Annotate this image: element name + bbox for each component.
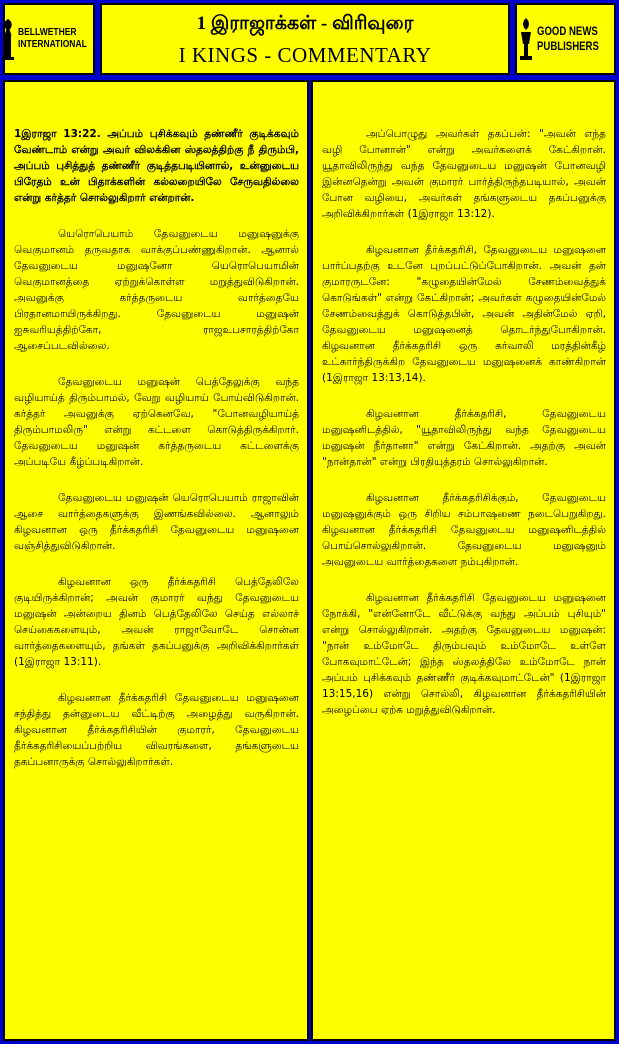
commentary-paragraph: யெரொபெயாம் தேவனுடைய மனுஷனுக்கு வெகுமானம் தருவதாக வாக்குப்பண்ணுகிறான். ஆனால் தேவனுடைய மனுஷனோ யெரொபெயாமின் வெகுமானத்தை ஏற்றுக்கொள்ள மறுத்துவிடுகிறான். அவனுக்கு கர்த்தருடைய வார்த்தையே பிரதானமாயிருக்கிறது. தேவனுடைய மனுஷன் ஐசுவரியத்திற்கோ, ராஜஉபசாரத்திற்கோ ஆசைப்படவில்லை. (14, 228, 299, 352)
commentary-paragraph: கிழவனான தீர்க்கதரிசி தேவனுடைய மனுஷனை நோக்கி, "என்னோடே வீட்டுக்கு வந்து அப்பம் புசியும்" என்று சொல்லுகிறான். அதற்கு தேவனுடைய மனுஷன்: "நான் உம்மோடே திரும்பவும் உம்மோடே உள்ளே போகவுமாட்டேன்; இந்த ஸ்தலத்திலே உம்மோடே நான் அப்பம் புசிக்கவும் தண்ணீர் குடிக்கவுமாட்டேன்" (1இராஜா 13:15,16) என்று சொல்லி, கிழவனான தீர்க்கதரிசியின் அழைப்பை ஏற்க மறுத்துவிடுகிறான். (322, 592, 606, 716)
left-column (3, 80, 309, 1041)
right-logo-line2: PUBLISHERS (536, 39, 599, 53)
lamp-icon (517, 16, 535, 62)
left-logo-line1: BELLWETHER (17, 27, 77, 38)
right-logo-line1: GOOD NEWS (536, 24, 598, 38)
commentary-paragraph: கிழவனான தீர்க்கதரிசி தேவனுடைய மனுஷனை சந்தித்து தன்னுடைய வீட்டிற்கு அழைத்து வருகிறான். கிழவனான தீர்க்கதரிசியின் குமாரர், தேவனுடைய தீர்க்கதரிசியைப்பற்றிய விவரங்களை, தங்களுடைய தகப்பனாருக்கு சொல்லுகிறார்கள். (14, 692, 299, 768)
commentary-paragraph: கிழவனான தீர்க்கதரிசிக்கும், தேவனுடைய மனுஷனுக்கும் ஒரு சிறிய சம்பாஷணை நடைபெறுகிறது. கிழவனான தீர்க்கதரிசி தேவனுடைய மனுஷனிடத்தில் பொய்சொல்லுகிறான். தேவனுடைய மனுஷனும் அவனுடைய வார்த்தைகளை நம்புகிறான். (322, 492, 606, 568)
commentary-paragraph: கிழவனான தீர்க்கதரிசி, தேவனுடைய மனுஷனை பார்ப்பதற்கு உடனே புறப்பட்டுப்போகிறான். அவன் தன் குமாரருடனே: "கழுதையின்மேல் சேணம்வைத்துக் கொடுங்கள்" என்று கேட்கிறான்; அவர்கள் கழுதையின்மேல் சேணம்வைத்துக் கொடுத்தபின், அவன் அதின்மேல் ஏறி, தேவனுடைய மனுஷனைத் தொடர்ந்துபோகிறான். கிழவனான தீர்க்கதரிசி ஒரு கர்வாலி மரத்தின்கீழ் உட்கார்ந்திருக்கிற தேவனுடைய மனுஷனைக் காண்கிறான் (1இராஜா 13:13,14). (322, 244, 606, 384)
left-logo-line2: INTERNATIONAL (17, 39, 87, 50)
verse-paragraph: 1இராஜா 13:22. அப்பம் புசிக்கவும் தண்ணீர் குடிக்கவும் வேண்டாம் என்று அவர் விலக்கின ஸ்தலத்திற்கு நீ திரும்பி, அப்பம் புசித்துத் தண்ணீர் குடித்தபடியினால், உன்னுடைய பிரேதம் உன் பிதாக்களின் கல்லறையிலே சேருவதில்லை என்று கர்த்தர் சொல்லுகிறார் என்றான். (14, 128, 299, 204)
commentary-paragraph: அப்பொழுது அவர்கள் தகப்பன்: "அவன் எந்த வழி போனான்" என்று அவர்களைக் கேட்கிறான். யூதாவிலிருந்து வந்த தேவனுடைய மனுஷன் போனவழி இன்னதென்று அவன் குமாரர் பார்த்திருந்தபடியால், அவன் போன வழியை, அவர்கள் தங்களுடைய தகப்பனுக்கு அறிவிக்கிறார்கள் (1இராஜா 13:12). (322, 128, 606, 220)
commentary-paragraph: கிழவனான ஒரு தீர்க்கதரிசி பெத்தேலிலே குடியிருக்கிறான்; அவன் குமாரர் வந்து தேவனுடைய மனுஷன் அன்றைய தினம் பெத்தேலிலே செய்த எல்லாச் செய்கைகளையும், அவன் ராஜாவோடே சொன்ன வார்த்தைகளையும், தங்கள் தகப்பனுக்கு அறிவிக்கிறார்கள் (1இராஜா 13:11). (14, 576, 299, 668)
title-banner (100, 3, 510, 75)
title-english: I KINGS - COMMENTARY (178, 43, 432, 67)
title-tamil: 1 இராஜாக்கள் - விரிவுரை (196, 13, 414, 34)
commentary-paragraph: தேவனுடைய மனுஷன் யெரொபெயாம் ராஜாவின் ஆசை வார்த்தைகளுக்கு இணங்கவில்லை. ஆனாலும் கிழவனான ஒரு தீர்க்கதரிசி தேவனுடைய மனுஷனை வஞ்சித்துவிடுகிறான். (14, 492, 299, 552)
bellwether-logo (3, 3, 95, 75)
ram-icon (0, 17, 16, 61)
commentary-paragraph: தேவனுடைய மனுஷன் பெத்தேலுக்கு வந்த வழியாய்த் திரும்பாமல், வேறு வழியாய் போய்விடுகிறான். கர்த்தர் அவனுக்கு ஏற்கெனவே, "போனவழியாய்த் திரும்பாமலிரு" என்று கட்டளை கொடுத்திருக்கிறார். தேவனுடைய மனுஷன் கர்த்தருடைய கட்டளைக்கு அப்படியே கீழ்ப்படிகிறான். (14, 376, 299, 468)
good-news-logo (515, 3, 616, 75)
right-column (311, 80, 616, 1041)
commentary-paragraph: கிழவனான தீர்க்கதரிசி, தேவனுடைய மனுஷனிடத்தில், "யூதாவிலிருந்து வந்த தேவனுடைய மனுஷன் நீர்தானா" என்று கேட்கிறான். அதற்கு அவன் "நான்தான்" என்று பிரதியுத்தரம் சொல்லுகிறான். (322, 408, 606, 468)
